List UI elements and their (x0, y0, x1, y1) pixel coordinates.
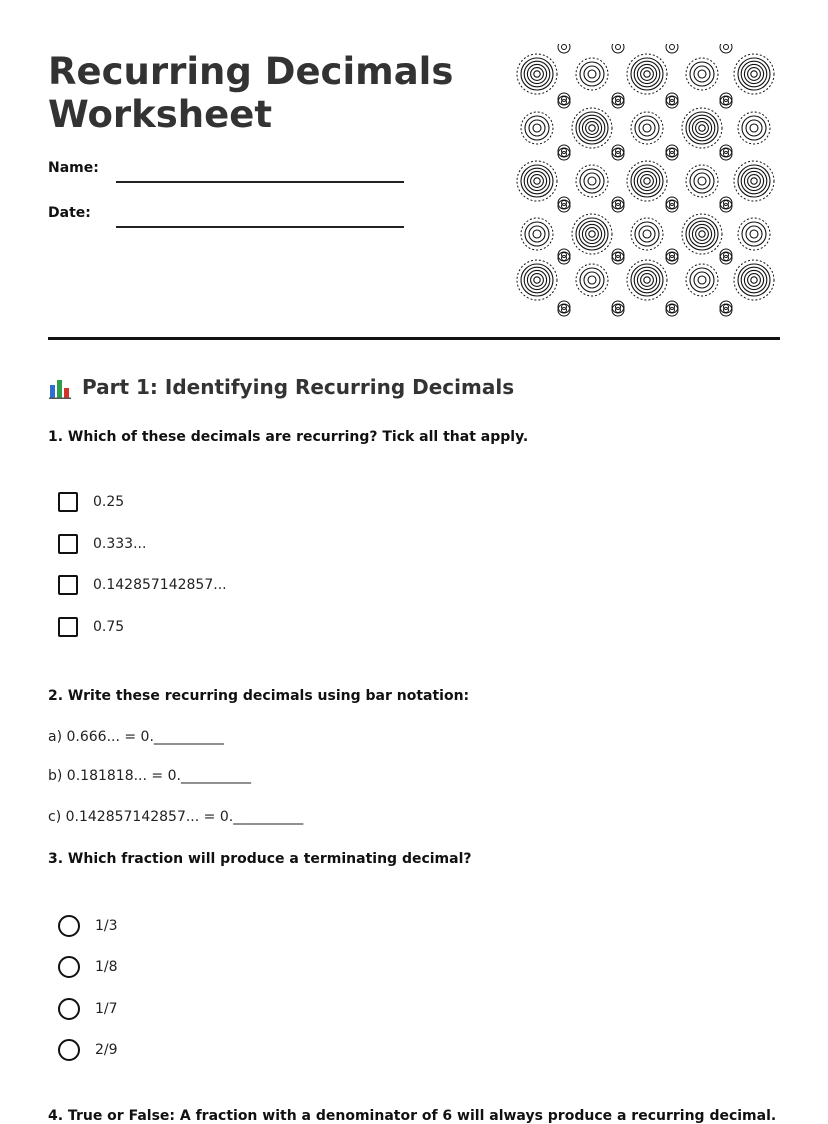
date-field[interactable] (116, 226, 404, 228)
decorative-swirl-pattern (508, 44, 780, 318)
q3-option-4[interactable] (58, 1039, 118, 1061)
option-label: 0.142857142857... (93, 577, 227, 593)
option-label: 1/7 (95, 1001, 118, 1017)
q2-item-a[interactable]: a) 0.666... = 0.__________ (48, 729, 224, 745)
header-divider (48, 337, 780, 340)
radio-button[interactable] (58, 1039, 80, 1061)
q1-option-1[interactable] (58, 492, 124, 512)
option-label: 1/8 (95, 959, 118, 975)
date-label: Date: (48, 205, 91, 221)
section-heading (48, 375, 514, 399)
option-label: 1/3 (95, 918, 118, 934)
radio-button[interactable] (58, 915, 80, 937)
checkbox[interactable] (58, 534, 78, 554)
option-label: 0.25 (93, 494, 125, 510)
q2-item-c[interactable]: c) 0.142857142857... = 0.__________ (48, 809, 304, 825)
q3-option-1[interactable] (58, 915, 118, 937)
name-field[interactable] (116, 181, 404, 183)
checkbox[interactable] (58, 575, 78, 595)
checkbox[interactable] (58, 617, 78, 637)
worksheet-title (48, 50, 468, 136)
name-label: Name: (48, 160, 99, 176)
radio-button[interactable] (58, 998, 80, 1020)
option-label: 0.75 (93, 619, 125, 635)
bar-chart-icon (48, 375, 72, 399)
question-1-prompt: 1. Which of these decimals are recurring? Tick all that apply. (48, 429, 529, 445)
q1-option-2[interactable] (58, 534, 146, 554)
question-4-prompt: 4. True or False: A fraction with a denominator of 6 will always produce a recurring decimal. (48, 1108, 777, 1124)
option-label: 2/9 (95, 1042, 118, 1058)
radio-button[interactable] (58, 956, 80, 978)
q1-option-3[interactable] (58, 575, 227, 595)
question-2-prompt: 2. Write these recurring decimals using bar notation: (48, 688, 470, 704)
q3-option-3[interactable] (58, 998, 118, 1020)
question-3-prompt: 3. Which fraction will produce a terminating decimal? (48, 851, 472, 867)
title-line-2: Worksheet (48, 93, 273, 136)
title-line-1: Recurring Decimals (48, 50, 454, 93)
checkbox[interactable] (58, 492, 78, 512)
q2-item-b[interactable]: b) 0.181818... = 0.__________ (48, 768, 251, 784)
section-title: Part 1: Identifying Recurring Decimals (82, 375, 515, 399)
q3-option-2[interactable] (58, 956, 118, 978)
q1-option-4[interactable] (58, 617, 124, 637)
option-label: 0.333... (93, 536, 147, 552)
